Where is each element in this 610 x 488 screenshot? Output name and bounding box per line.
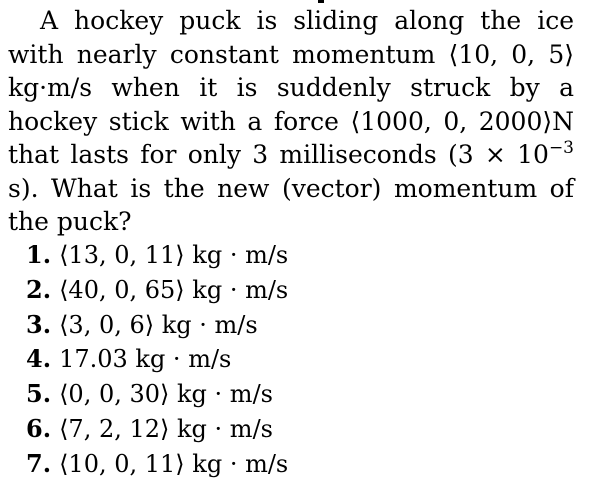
choice-7[interactable]: [26, 447, 288, 482]
choice-number: 1.: [26, 240, 52, 269]
choice-number: 6.: [26, 413, 52, 443]
choice-3[interactable]: [26, 308, 288, 343]
choice-1[interactable]: [26, 238, 288, 273]
choice-text: 17.03 kg · m/s: [59, 345, 232, 374]
clipped-glyph-fragment: [318, 0, 324, 3]
question-text: [8, 4, 574, 239]
question-tail: s). What is the new (vector) momentum of the puck?: [8, 173, 574, 236]
choice-text: ⟨0, 0, 30⟩ kg · m/s: [59, 380, 273, 409]
choice-text: ⟨13, 0, 11⟩ kg · m/s: [59, 241, 289, 269]
choice-number: 3.: [26, 309, 52, 339]
exponent: −3: [548, 137, 574, 158]
choice-number: 7.: [26, 448, 52, 478]
choice-text: ⟨40, 0, 65⟩ kg · m/s: [59, 275, 289, 304]
choice-text: ⟨7, 2, 12⟩ kg · m/s: [59, 414, 273, 443]
question-main: A hockey puck is sliding along the ice with nearly constant momentum ⟨10, 0, 5⟩ kg·m/s when it is suddenly struck by a hockey stick with a force ⟨1000, 0, 2000⟩N that lasts for only 3 milliseconds (3 × 10: [8, 6, 574, 169]
choice-6[interactable]: [26, 412, 288, 447]
choice-4[interactable]: [26, 342, 288, 377]
problem-statement: [8, 4, 574, 239]
choice-number: 2.: [26, 274, 52, 304]
choice-2[interactable]: [26, 273, 288, 308]
choice-text: ⟨3, 0, 6⟩ kg · m/s: [59, 310, 258, 339]
choice-text: ⟨10, 0, 11⟩ kg · m/s: [59, 449, 289, 478]
choice-number: 4.: [26, 344, 52, 374]
choice-5[interactable]: [26, 377, 288, 412]
answer-choices: [26, 238, 288, 482]
choice-number: 5.: [26, 379, 52, 409]
